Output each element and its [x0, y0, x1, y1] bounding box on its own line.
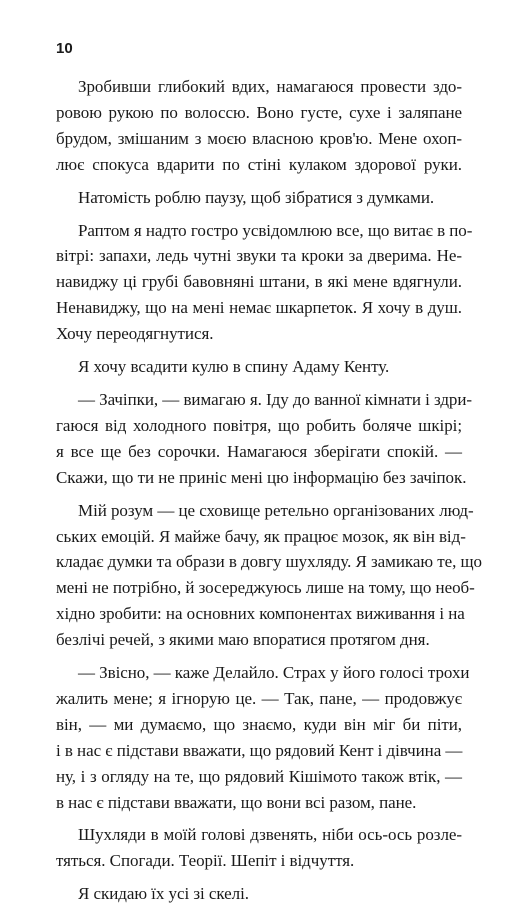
- text-line: кладає думки та образи в довгу шухляду. Я замикаю те, що: [56, 552, 482, 572]
- paragraph: [56, 822, 462, 874]
- page-number: 10: [56, 40, 73, 57]
- text-line: Я хочу всадити кулю в спину Адаму Кенту.: [78, 357, 390, 377]
- text-line: жалить мене; я ігнорую це. — Так, пане, — продовжує: [56, 688, 462, 708]
- text-line: тяться. Спогади. Теорії. Шепіт і відчуття.: [56, 851, 355, 871]
- paragraph: [56, 354, 462, 380]
- paragraph: [56, 660, 470, 815]
- text-line: Скажи, що ти не приніс мені цю інформацію без зачіпок.: [56, 467, 467, 487]
- text-line: Натомість роблю паузу, щоб зібратися з думками.: [78, 187, 435, 207]
- paragraph: [56, 881, 462, 907]
- text-line: — Звісно, — каже Делайло. Страх у його голосі трохи: [78, 663, 470, 683]
- paragraph: [56, 498, 482, 653]
- paragraph: [56, 218, 473, 348]
- text-line: Раптом я надто гостро усвідомлюю все, що витає в по-: [78, 220, 473, 240]
- text-line: Мій розум — це сховище ретельно організованих люд-: [78, 500, 474, 520]
- text-line: брудом, змішаним з моєю власною кров'ю. Мене охоп-: [56, 128, 462, 148]
- paragraph: [56, 387, 473, 491]
- text-line: Шухляди в моїй голові дзвенять, ніби ось-ось розле-: [78, 825, 462, 845]
- text-line: безлічі речей, з якими маю впоратися протягом дня.: [56, 630, 430, 650]
- text-line: хідно зробити: на основних компонентах виживання і на: [56, 604, 465, 624]
- text-line: Я скидаю їх усі зі скелі.: [78, 884, 249, 904]
- text-line: вітрі: запахи, ледь чутні звуки та кроки за дверима. Не-: [56, 246, 462, 266]
- text-line: і в нас є підстави вважати, що рядовий Кент і дівчина —: [56, 740, 463, 760]
- text-line: в нас є підстави вважати, що вони всі разом, пане.: [56, 792, 417, 812]
- text-line: я все ще без сорочки. Намагаюся зберігати спокій. —: [56, 441, 462, 461]
- text-line: — Зачіпки, — вимагаю я. Іду до ванної кімнати і здри-: [78, 389, 473, 409]
- paragraph: [56, 74, 462, 178]
- text-line: ських емоцій. Я майже бачу, як працює мозок, як він від-: [56, 526, 466, 546]
- text-line: Хочу переодягнутися.: [56, 324, 214, 344]
- text-line: навиджу ці грубі бавовняні штани, в які мене вдягнули.: [56, 272, 462, 292]
- text-line: він, — ми думаємо, що знаємо, куди він міг би піти,: [56, 714, 462, 734]
- text-line: Зробивши глибокий вдих, намагаюся провести здо-: [78, 77, 462, 96]
- text-line: лює спокуса вдарити по стіні кулаком здорової руки.: [56, 154, 462, 174]
- text-line: мені не потрібно, й зосереджуюсь лише на тому, що необ-: [56, 578, 475, 598]
- body-text: [56, 74, 482, 914]
- text-line: ну, і з огляду на те, що рядовий Кішімото також втік, —: [56, 766, 462, 786]
- text-line: ровою рукою по волоссю. Воно густе, сухе і заляпане: [56, 102, 462, 122]
- paragraph: [56, 185, 462, 211]
- text-line: Ненавиджу, що на мені немає шкарпеток. Я хочу в душ.: [56, 298, 462, 318]
- text-line: гаюся від холодного повітря, що робить боляче шкірі;: [56, 415, 462, 435]
